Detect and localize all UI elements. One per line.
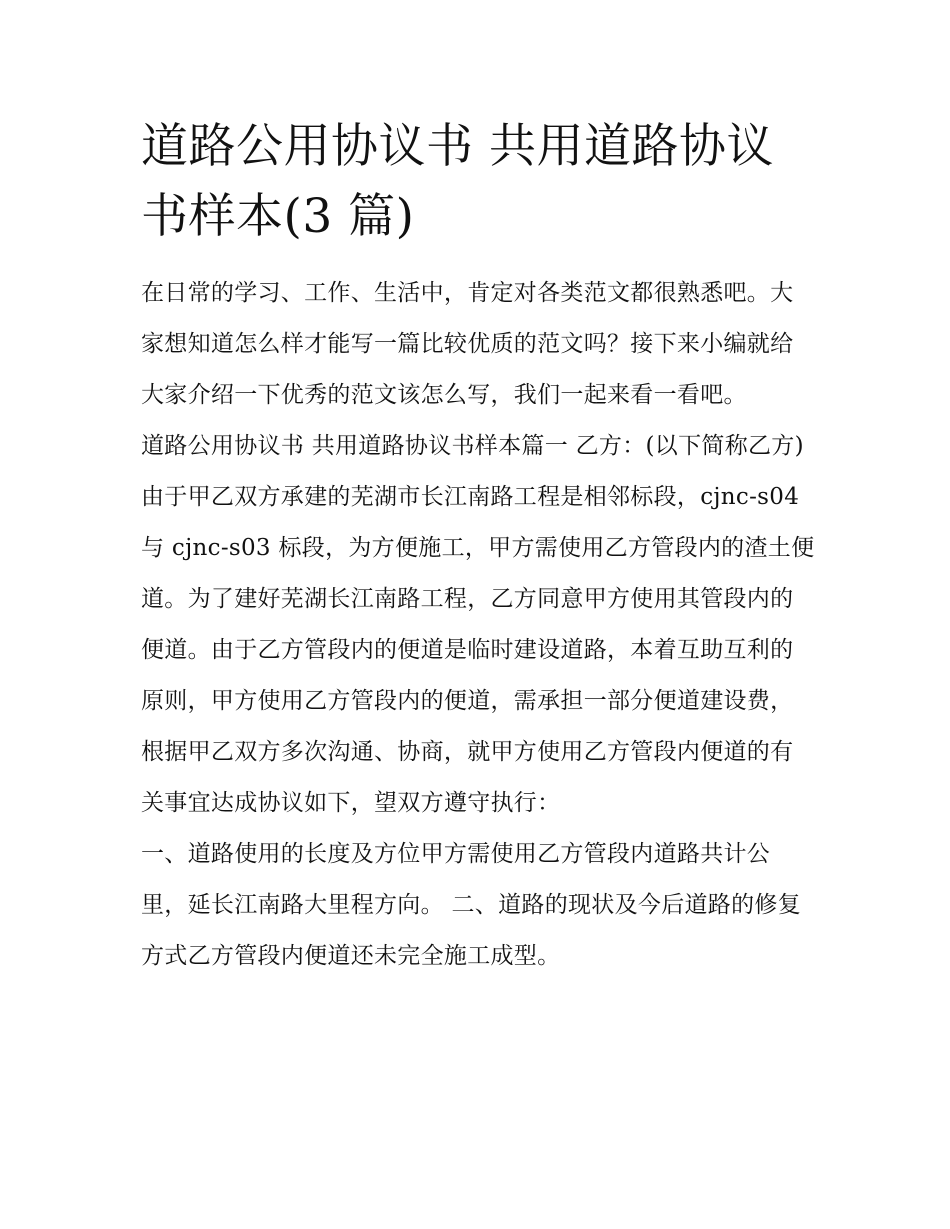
background-paragraph: 由于甲乙双方承建的芜湖市长江南路工程是相邻标段，cjnc-s04 与 cjnc-s03 标段，为方便施工，甲方需使用乙方管段内的渣土便道。为了建好芜湖长江南路工程，乙方同意甲方使用其管段内的便道。由于乙方管段内的便道是临时建设道路，本着互助互利的原则，甲方使用乙方管段内的便道，需承担一部分便道建设费，根据甲乙双方多次沟通、协商，就甲方使用乙方管段内便道的有关事宜达成协议如下，望双方遵守执行： <box>141 484 815 816</box>
document-title: 道路公用协议书 共用道路协议书样本(3 篇) <box>141 119 774 244</box>
intro-paragraph: 在日常的学习、工作、生活中，肯定对各类范文都很熟悉吧。大家想知道怎么样才能写一篇比较优质的范文吗？接下来小编就给大家介绍一下优秀的范文该怎么写，我们一起来看一看吧。 <box>141 280 794 408</box>
section-heading-paragraph: 道路公用协议书 共用道路协议书样本篇一 乙方：(以下简称乙方) <box>141 433 804 459</box>
document-page <box>141 112 816 982</box>
clause-paragraph: 一、道路使用的长度及方位甲方需使用乙方管段内道路共计公里，延长江南路大里程方向。 二、道路的现状及今后道路的修复方式乙方管段内便道还未完全施工成型。 <box>141 841 802 969</box>
